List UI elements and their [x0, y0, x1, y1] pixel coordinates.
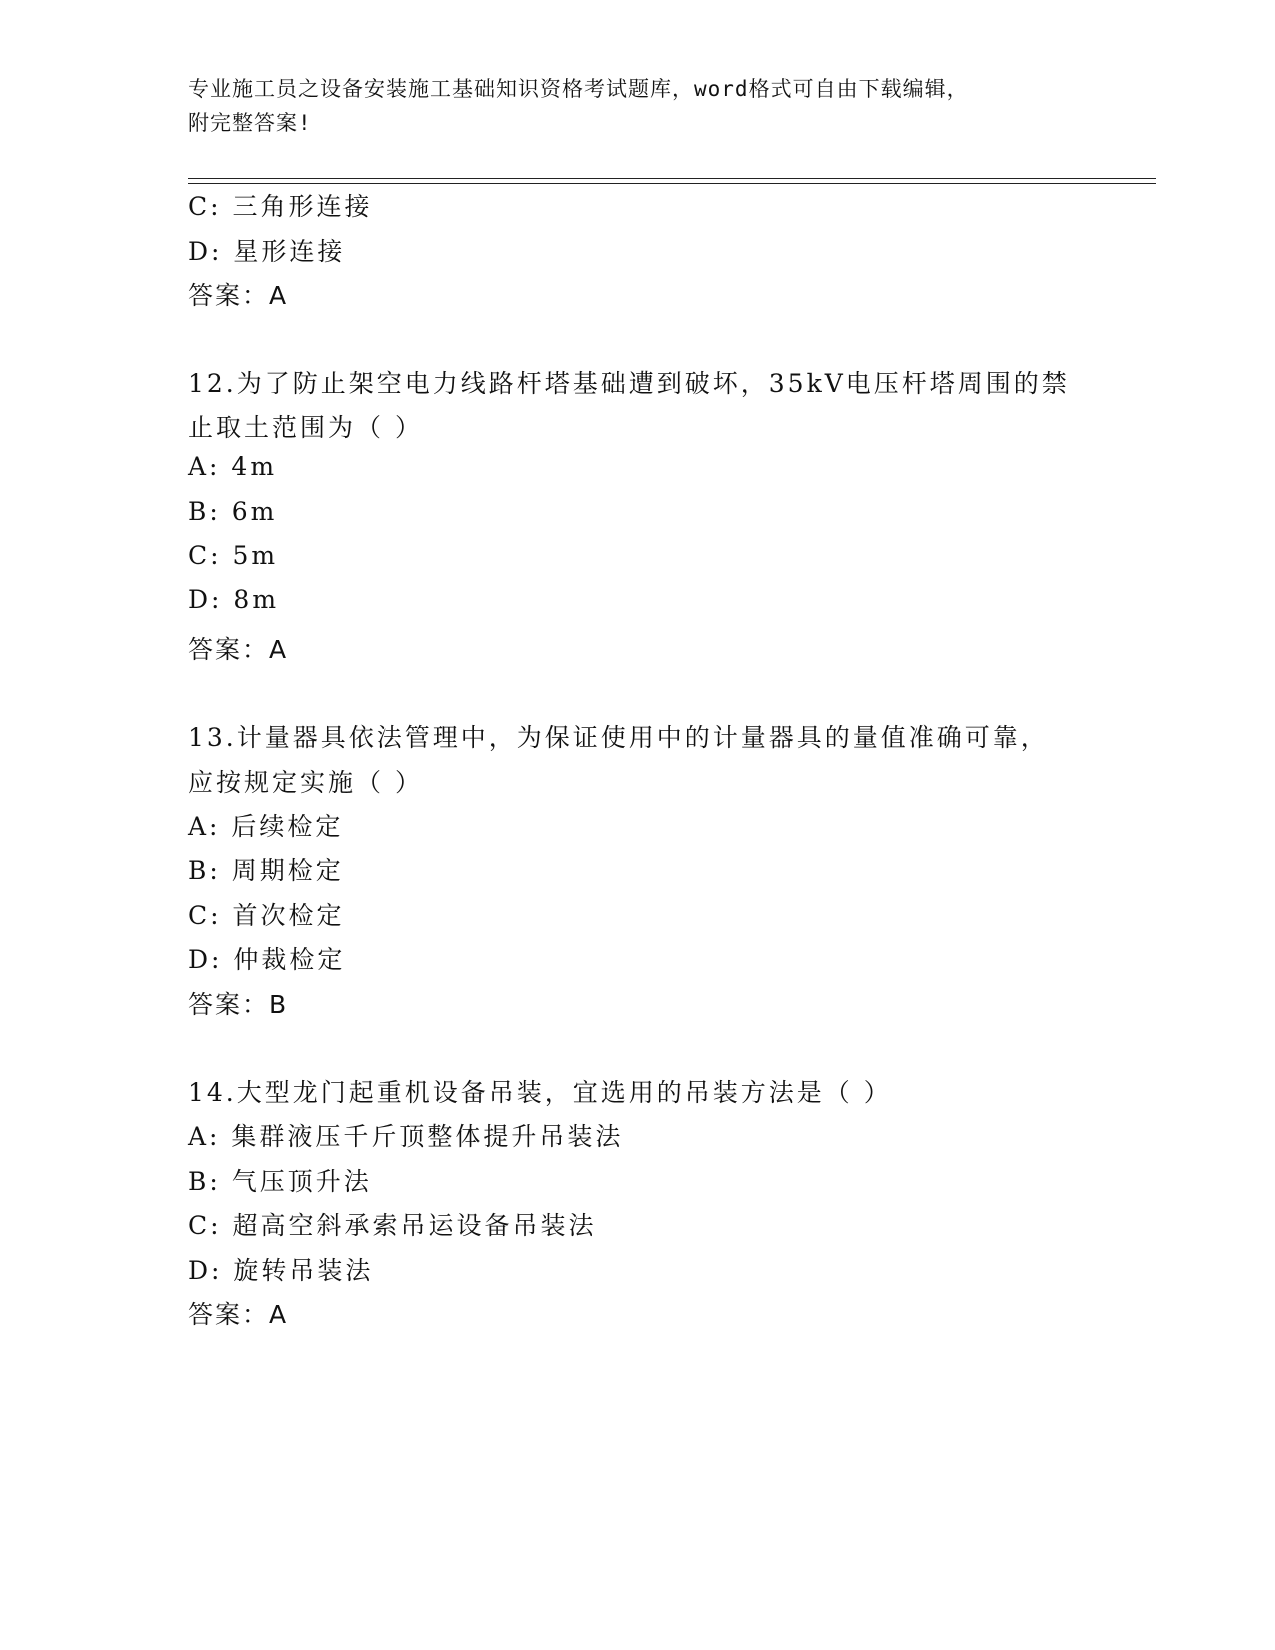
q14-stem-line-1: 14.大型龙门起重机设备吊装，宜选用的吊装方法是（ ） [188, 1078, 892, 1107]
q12-stem-line-1: 12.为了防止架空电力线路杆塔基础遭到破坏，35kV电压杆塔周围的禁 [188, 369, 1070, 398]
q13-stem-line-2: 应按规定实施（ ） [188, 768, 423, 797]
q13-answer: 答案：B [188, 990, 289, 1019]
q12-option-b: B: 6m [188, 497, 278, 526]
q13-option-d: D: 仲裁检定 [188, 945, 346, 974]
q14-option-d: D: 旋转吊装法 [188, 1256, 374, 1285]
q14-option-a: A: 集群液压千斤顶整体提升吊装法 [188, 1122, 624, 1151]
q13-option-a: A: 后续检定 [188, 812, 344, 841]
header-divider-top [188, 178, 1156, 179]
header-line-1: 专业施工员之设备安装施工基础知识资格考试题库，word格式可自由下载编辑， [188, 77, 969, 101]
q12-option-d: D: 8m [188, 585, 280, 614]
header-line-2: 附完整答案! [188, 111, 312, 135]
q12-answer: 答案：A [188, 635, 289, 664]
q13-stem-line-1: 13.计量器具依法管理中，为保证使用中的计量器具的量值准确可靠， [188, 723, 1049, 752]
q14-option-b: B: 气压顶升法 [188, 1167, 372, 1196]
document-header [188, 72, 1088, 140]
q12-option-a: A: 4m [188, 452, 278, 481]
q14-answer: 答案：A [188, 1300, 289, 1329]
header-divider-bottom [188, 183, 1156, 184]
prev-answer: 答案：A [188, 281, 289, 310]
q14-option-c: C: 超高空斜承索吊运设备吊装法 [188, 1211, 597, 1240]
q13-option-b: B: 周期检定 [188, 856, 344, 885]
q12-stem-line-2: 止取土范围为（ ） [188, 413, 423, 442]
q13-option-c: C: 首次检定 [188, 901, 345, 930]
prev-option-d: D: 星形连接 [188, 237, 346, 266]
prev-option-c: C: 三角形连接 [188, 192, 373, 221]
q12-option-c: C: 5m [188, 541, 279, 570]
